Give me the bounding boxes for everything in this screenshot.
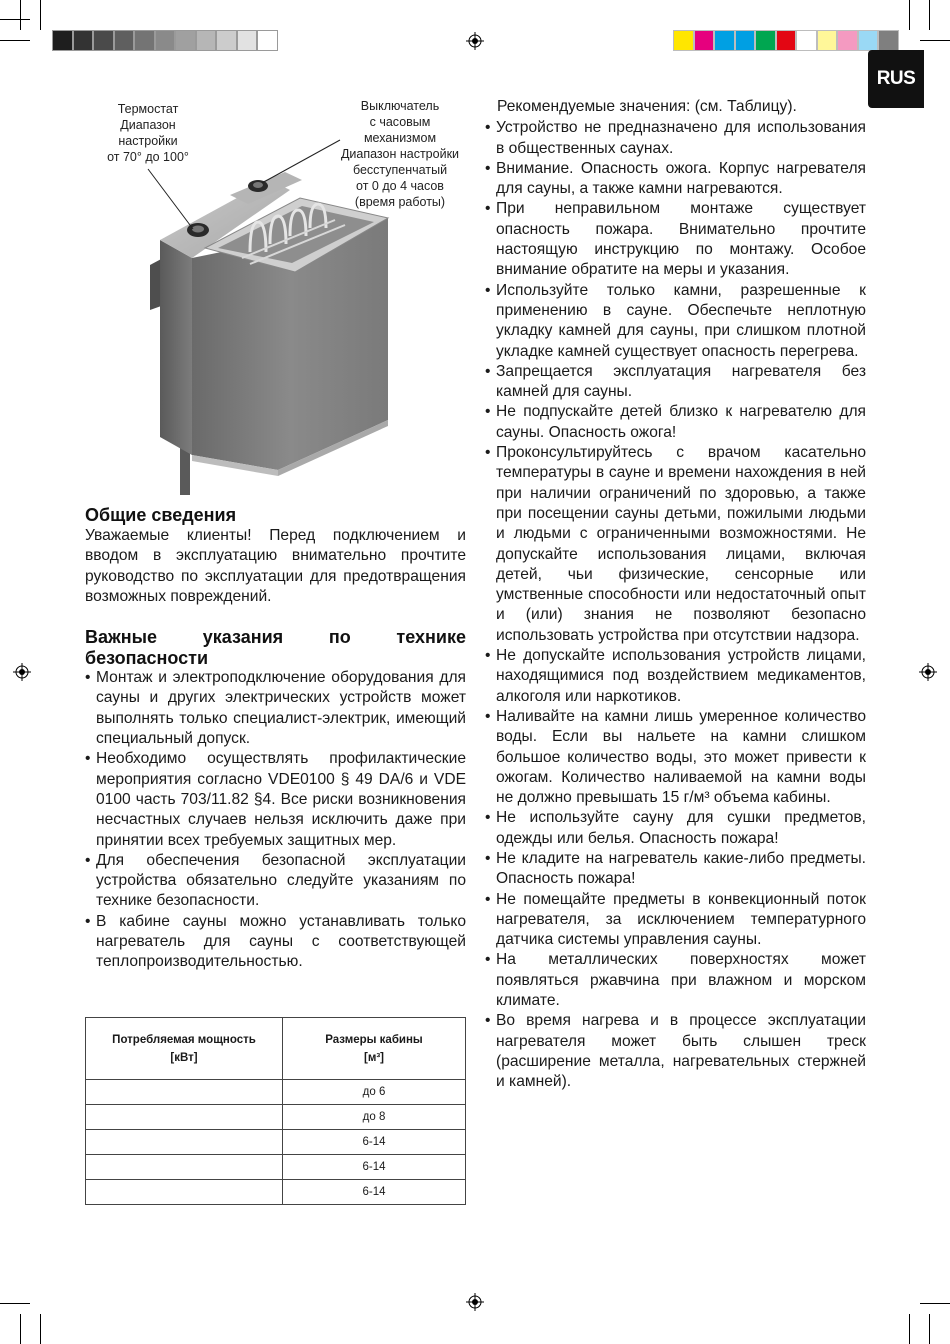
list-item: • Для обеспечения безопасной эксплуатации устройства обязательно следуйте указаниям по технике безопасности.: [85, 851, 466, 912]
list-item: • Не кладите на нагреватель какие-либо предметы. Опасность пожара!: [485, 849, 866, 890]
table-cell-size: 6-14: [283, 1155, 466, 1180]
table-row: [86, 1130, 466, 1155]
table-cell-power: [86, 1105, 283, 1130]
list-item: • При неправильном монтаже существует опасность пожара. Внимательно прочтите настоящую инструкцию по монтажу. Особое внимание обратите на меры и указания.: [485, 199, 866, 280]
table-cell-size: 6-14: [283, 1180, 466, 1205]
timer-callout: Выключатель с часовым механизмом Диапазон настройки бесступенчатый от 0 до 4 часов (время работы): [340, 99, 460, 209]
list-item: • На металлических поверхностях может появляться ржавчина при влажном и морском климате.: [485, 950, 866, 1011]
crop-mark: [40, 1314, 41, 1344]
thermostat-callout: Термостат Диапазон настройки от 70° до 100°: [107, 102, 189, 164]
registration-mark-icon: [919, 663, 937, 681]
list-item: • Наливайте на камни лишь умеренное количество воды. Если вы нальете на камни слишком большое количество воды, это может привести к ожогам. Количество наливаемой на камни воды не должно превышать 15 г/м³ объема кабины.: [485, 707, 866, 808]
table-row: [86, 1155, 466, 1180]
table-cell-power: [86, 1180, 283, 1205]
warnings-list: [482, 118, 866, 1092]
list-item: • Используйте только камни, разрешенные к применению в сауне. Обеспечьте неплотную укладку камней для сауны, при слишком плотной укладке камней существует опасность перегрева.: [485, 281, 866, 362]
list-item: • В кабине сауны можно устанавливать только нагреватель для сауны с соответствующей теплопроизводительностью.: [85, 912, 466, 973]
list-item: • Во время нагрева и в процессе эксплуатации нагревателя может быть слышен треск (расширение металла, нагревательных стержней и камней).: [485, 1011, 866, 1092]
list-item: • Не допускайте использования устройств лицами, находящимися под воздействием медикаментов, алкоголя или наркотиков.: [485, 646, 866, 707]
general-heading: Общие сведения: [85, 505, 237, 525]
list-item: • Устройство не предназначено для использования в общественных саунах.: [485, 118, 866, 159]
list-item: • Не используйте сауну для сушки предметов, одежды или белья. Опасность пожара!: [485, 808, 866, 849]
list-item: • Не помещайте предметы в конвекционный поток нагревателя, за исключением температурного датчика системы управления сауны.: [485, 890, 866, 951]
list-item: • Запрещается эксплуатация нагревателя без камней для сауны.: [485, 362, 866, 403]
table-row: [86, 1180, 466, 1205]
list-item: • Монтаж и электроподключение оборудования для сауны и других электрических устройств может выполнять только специалист-электрик, имеющий специальный допуск.: [85, 668, 466, 749]
crop-mark: [920, 1303, 950, 1304]
language-tab: RUS: [868, 50, 924, 108]
table-cell-power: [86, 1080, 283, 1105]
crop-mark: [20, 1314, 21, 1344]
left-column: [85, 505, 466, 973]
list-item: • Не подпускайте детей близко к нагревателю для сауны. Опасность ожога!: [485, 402, 866, 443]
table-cell-power: [86, 1155, 283, 1180]
registration-mark-icon: [13, 663, 31, 681]
list-item: • Необходимо осуществлять профилактические мероприятия согласно VDE0100 § 49 DA/6 и VDE 0100 часть 703/11.82 §4. Все риски возникновения несчастных случаев нельзя исключить даже при принятии всех требуемых защитных мер.: [85, 749, 466, 850]
table-header-size: Размеры кабины [м³]: [283, 1018, 466, 1080]
list-item: • Проконсультируйтесь с врачом касательно температуры в сауне и времени нахождения в ней при наличии ограничений по здоровью, а также при посещении сауны детьми, пожилыми людьми и людьми с ограниченными возможностями. Не допускайте использования лицами, включая детей, чьи физические, сенсорные или умственные способности или недостаточный опыт и (или) знания не позволяют безопасно использовать устройства при отсутствии надзора.: [485, 443, 866, 646]
table-cell-power: [86, 1130, 283, 1155]
list-item: • Внимание. Опасность ожога. Корпус нагревателя для сауны, а также камни нагреваются.: [485, 159, 866, 200]
table-row: [86, 1080, 466, 1105]
table-header-power: Потребляемая мощность [кВт]: [86, 1018, 283, 1080]
table-row: [86, 1105, 466, 1130]
general-text: Уважаемые клиенты! Перед подключением и вводом в эксплуатацию внимательно прочтите руководство по эксплуатации для предотвращения возможных повреждений.: [85, 527, 466, 605]
registration-mark-icon: [466, 1293, 484, 1311]
right-column: [482, 97, 866, 1093]
crop-mark: [0, 1303, 30, 1304]
table-cell-size: 6-14: [283, 1130, 466, 1155]
safety-heading: Важные указания по технике безопасности: [85, 627, 466, 668]
crop-mark: [929, 1314, 930, 1344]
safety-list: [85, 668, 466, 972]
power-size-table: [85, 1017, 466, 1205]
table-cell-size: до 6: [283, 1080, 466, 1105]
crop-mark: [909, 1314, 910, 1344]
recommended-values-text: Рекомендуемые значения: (см. Таблицу).: [497, 98, 797, 115]
table-cell-size: до 8: [283, 1105, 466, 1130]
